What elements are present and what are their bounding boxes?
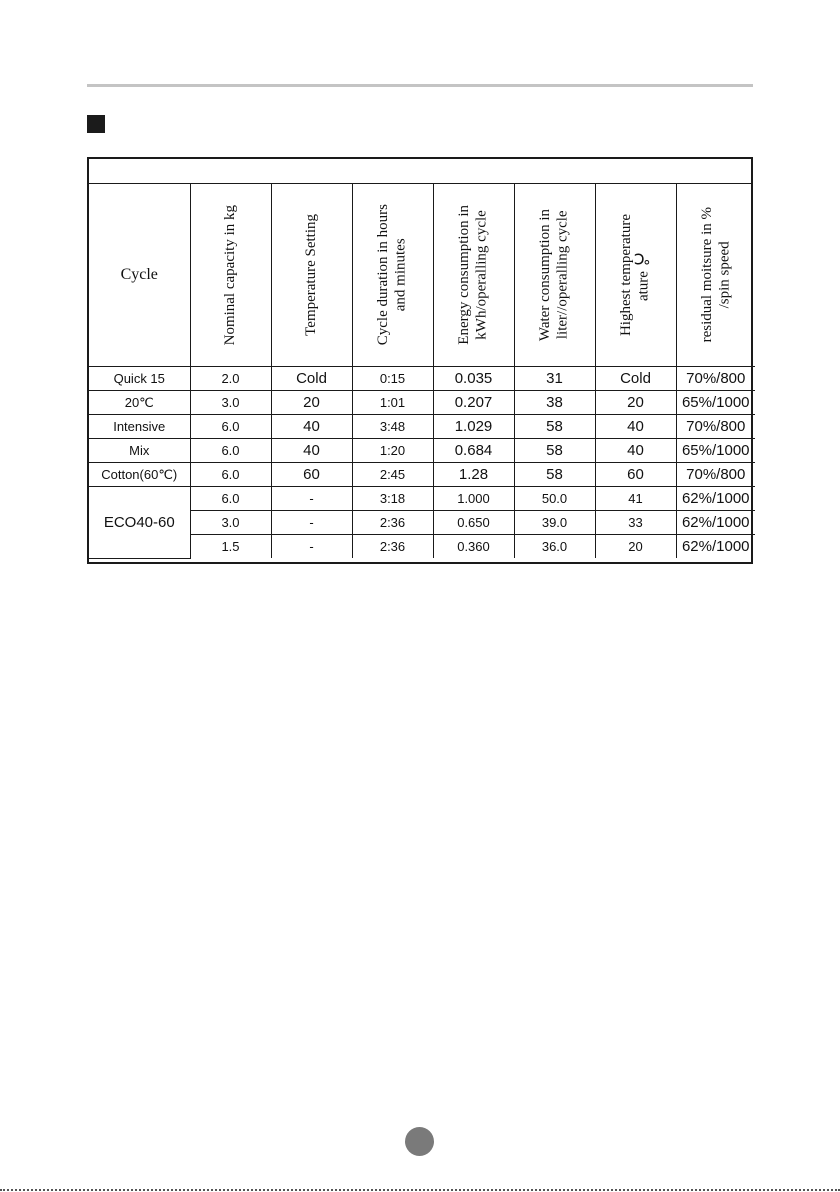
cell-moisture: 62%/1000 [676,487,755,511]
header-temperature [271,184,352,367]
cell-capacity: 6.0 [190,415,271,439]
cell-water: 36.0 [514,535,595,559]
table-row [89,463,755,487]
cell-temp: - [271,487,352,511]
cell-moisture: 65%/1000 [676,391,755,415]
header-water-label: Water consumption in liter//operalling cycle [537,208,571,342]
cell-energy: 0.207 [433,391,514,415]
cell-energy: 0.035 [433,367,514,391]
table-row [89,391,755,415]
cell-moisture: 62%/1000 [676,511,755,535]
cell-energy: 0.684 [433,439,514,463]
cell-energy: 1.28 [433,463,514,487]
header-capacity-label: Nominal capacity in kg [221,204,238,346]
cell-temp: - [271,511,352,535]
section-marker-square [87,115,105,133]
bottom-dotted-edge [0,1189,840,1191]
cell-cycle: 20℃ [89,391,190,415]
cell-water: 39.0 [514,511,595,535]
cell-energy: 0.650 [433,511,514,535]
cell-duration: 1:01 [352,391,433,415]
cell-capacity: 6.0 [190,487,271,511]
cell-temp: Cold [271,367,352,391]
cell-water: 38 [514,391,595,415]
header-duration-label: Cycle duration in hours and minutes [375,204,409,346]
cell-water: 58 [514,415,595,439]
cell-water: 58 [514,439,595,463]
cell-capacity: 6.0 [190,463,271,487]
cell-duration: 1:20 [352,439,433,463]
cell-cycle: Quick 15 [89,367,190,391]
cell-highest: 40 [595,415,676,439]
cell-energy: 1.029 [433,415,514,439]
cell-cycle-eco: ECO40-60 [89,487,190,559]
header-capacity [190,184,271,367]
cell-water: 31 [514,367,595,391]
table-row [89,415,755,439]
top-rule [87,84,753,87]
header-water [514,184,595,367]
cell-energy: 0.360 [433,535,514,559]
program-data-table [87,157,753,564]
table-caption-row [89,159,751,184]
page-number-circle [405,1127,434,1156]
table-row-eco [89,487,755,511]
header-highest-temp [595,184,676,367]
cell-capacity: 3.0 [190,511,271,535]
cell-temp: 40 [271,415,352,439]
cell-moisture: 70%/800 [676,463,755,487]
cell-temp: 20 [271,391,352,415]
cell-highest: 20 [595,391,676,415]
cell-duration: 2:45 [352,463,433,487]
table-row [89,367,755,391]
cell-moisture: 70%/800 [676,367,755,391]
cell-duration: 2:36 [352,511,433,535]
header-temperature-label: Temperature Setting [302,214,319,336]
cell-capacity: 1.5 [190,535,271,559]
cell-cycle: Mix [89,439,190,463]
cell-temp: 40 [271,439,352,463]
cell-duration: 2:36 [352,535,433,559]
cell-highest: 40 [595,439,676,463]
header-highest-temp-label: Highest temperature ature ℃ [618,213,652,337]
cell-moisture: 62%/1000 [676,535,755,559]
cell-duration: 0:15 [352,367,433,391]
cell-water: 58 [514,463,595,487]
header-cycle-label: Cycle [120,266,158,283]
cell-capacity: 6.0 [190,439,271,463]
cell-temp: 60 [271,463,352,487]
cell-highest: Cold [595,367,676,391]
header-moisture [676,184,755,367]
cell-highest: 33 [595,511,676,535]
cell-moisture: 70%/800 [676,415,755,439]
header-moisture-label: residual moitsure in % /spin speed [698,207,732,343]
cell-duration: 3:18 [352,487,433,511]
cell-temp: - [271,535,352,559]
header-row [89,184,755,367]
cell-highest: 20 [595,535,676,559]
cell-highest: 41 [595,487,676,511]
header-duration [352,184,433,367]
cell-energy: 1.000 [433,487,514,511]
cell-highest: 60 [595,463,676,487]
cell-capacity: 2.0 [190,367,271,391]
cell-duration: 3:48 [352,415,433,439]
cell-cycle: Cotton(60℃) [89,463,190,487]
cell-moisture: 65%/1000 [676,439,755,463]
cell-water: 50.0 [514,487,595,511]
header-energy [433,184,514,367]
header-cycle [89,184,190,367]
table-row [89,439,755,463]
cell-cycle: Intensive [89,415,190,439]
cell-capacity: 3.0 [190,391,271,415]
header-energy-label: Energy consumption in kWh/operalling cycle [456,205,490,345]
data-table [89,184,755,559]
